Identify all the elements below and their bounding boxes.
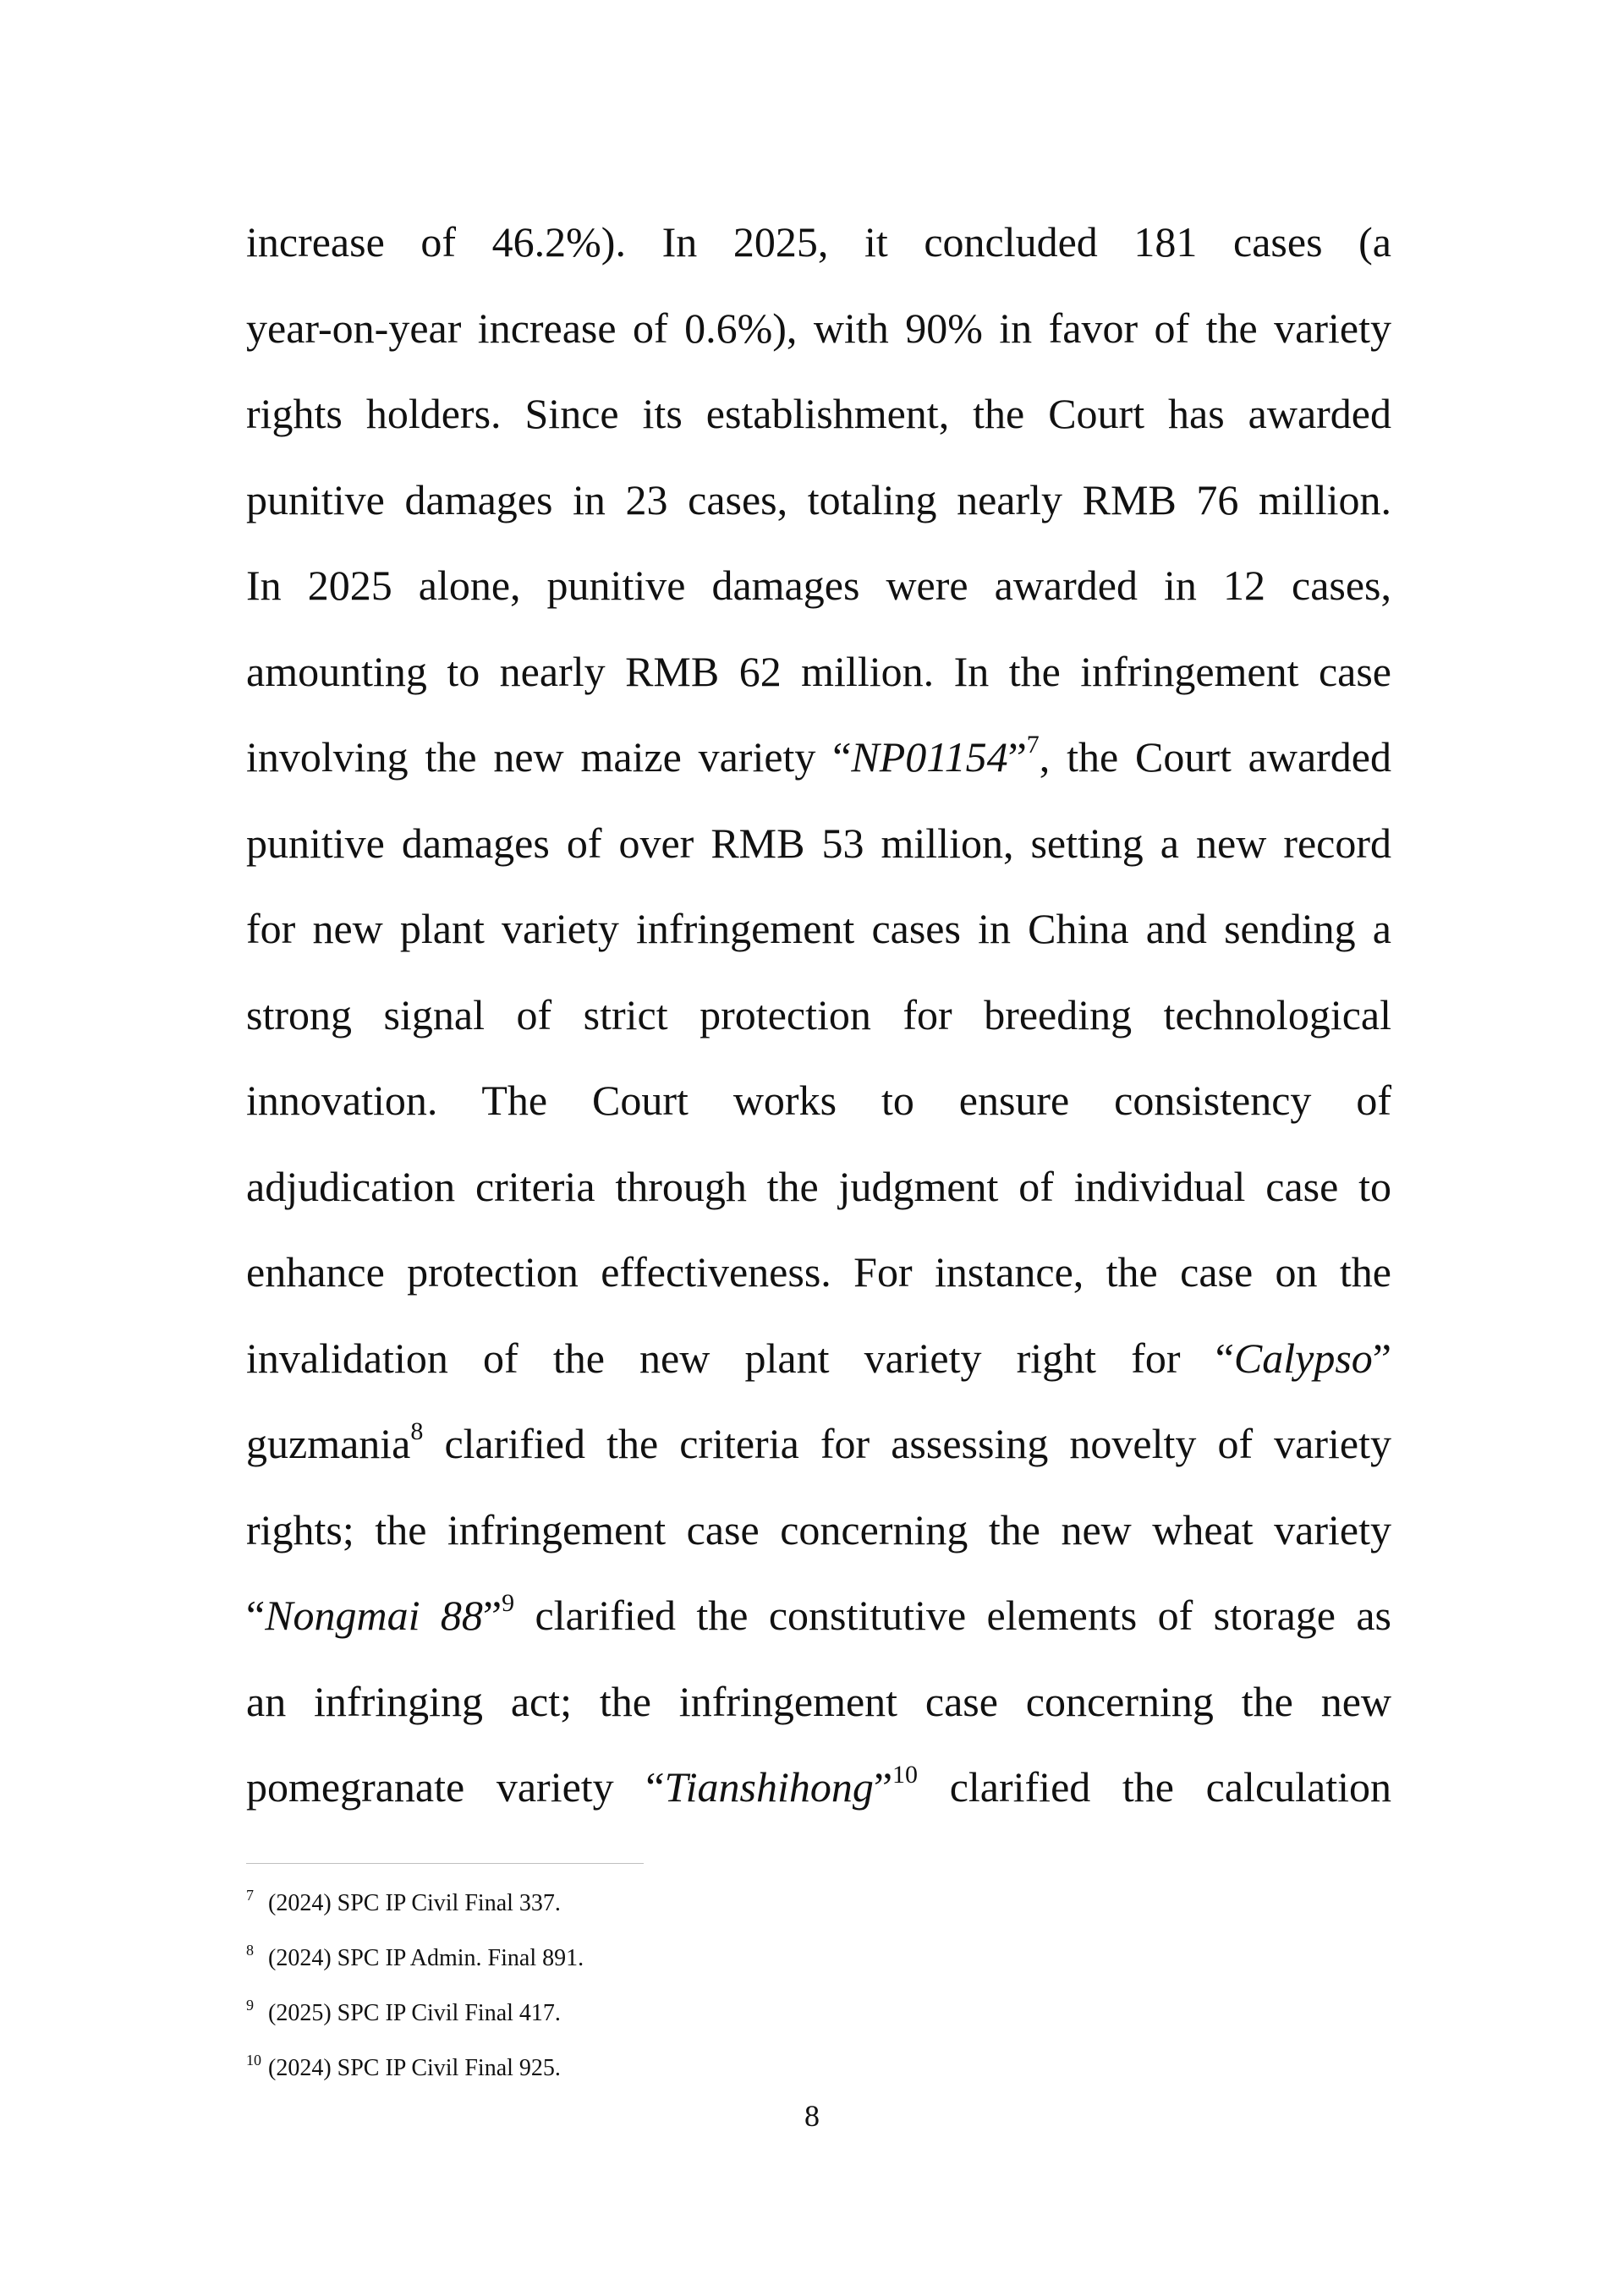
body-text-segment: clarified the constitutive elements of storage as <box>514 1592 1391 1639</box>
body-line <box>246 1573 1391 1659</box>
body-text-segment: involving the new maize variety “ <box>246 733 852 781</box>
body-line <box>246 1745 1391 1831</box>
body-line: increase of 46.2%). In 2025, it concluded 181 cases (a <box>246 218 1391 266</box>
footnote-text: (2025) SPC IP Civil Final 417. <box>268 2000 561 2026</box>
variety-name-italic: Nongmai 88 <box>265 1592 483 1639</box>
body-line: an infringing act; the infringement case concerning the new <box>246 1677 1391 1725</box>
body-line <box>246 1316 1391 1402</box>
footnotes <box>246 1876 1391 2096</box>
body-line: amounting to nearly RMB 62 million. In the infringement case <box>246 647 1391 695</box>
body-line <box>246 1401 1391 1488</box>
body-text-segment: “ <box>246 1592 266 1639</box>
body-line: In 2025 alone, punitive damages were awarded in 12 cases, <box>246 562 1391 609</box>
body-line: rights holders. Since its establishment, the Court has awarded <box>246 390 1391 437</box>
footnote-text: (2024) SPC IP Civil Final 925. <box>268 2055 561 2081</box>
body-line: strong signal of strict protection for breeding technological <box>246 990 1391 1038</box>
footnote-item: 9 (2025) SPC IP Civil Final 417. <box>246 1997 561 2026</box>
body-text-segment: clarified the criteria for assessing novelty of variety <box>423 1420 1391 1467</box>
footnote-item: 8 (2024) SPC IP Admin. Final 891. <box>246 1942 584 1971</box>
variety-name-italic: Tianshihong <box>664 1763 874 1811</box>
body-line: punitive damages of over RMB 53 million, setting a new record <box>246 819 1391 867</box>
page-number: 8 <box>804 2099 820 2133</box>
body-text <box>246 200 1391 1831</box>
body-line: for new plant variety infringement cases in China and sending a <box>246 905 1391 952</box>
footnote-separator <box>246 1863 644 1864</box>
body-text-segment: guzmania <box>246 1420 411 1467</box>
variety-name-italic: Calypso <box>1233 1334 1373 1382</box>
body-text-segment: ” <box>482 1592 502 1639</box>
footnote-text: (2024) SPC IP Civil Final 337. <box>268 1890 561 1916</box>
footnote-reference[interactable]: 10 <box>892 1761 919 1789</box>
footnote-item: 10 (2024) SPC IP Civil Final 925. <box>246 2052 561 2081</box>
footnote-item: 7 (2024) SPC IP Civil Final 337. <box>246 1887 561 1916</box>
body-line: enhance protection effectiveness. For instance, the case on the <box>246 1248 1391 1296</box>
body-line <box>246 715 1391 801</box>
body-line: adjudication criteria through the judgment of individual case to <box>246 1162 1391 1210</box>
body-text-segment: invalidation of the new plant variety right for “ <box>246 1334 1234 1382</box>
body-text-segment: clarified the calculation <box>918 1763 1391 1811</box>
body-text-segment: ” <box>1007 733 1027 781</box>
variety-name-italic: NP01154 <box>851 733 1008 781</box>
body-text-segment: , the Court awarded <box>1039 733 1391 781</box>
body-line: year-on-year increase of 0.6%), with 90% in favor of the variety <box>246 304 1391 352</box>
body-text-segment: pomegranate variety “ <box>246 1763 665 1811</box>
body-line: rights; the infringement case concerning the new wheat variety <box>246 1505 1391 1553</box>
footnote-reference[interactable]: 7 <box>1026 731 1040 759</box>
body-line: innovation. The Court works to ensure consistency of <box>246 1077 1391 1124</box>
body-text-segment: ” <box>1372 1334 1391 1382</box>
footnote-reference[interactable]: 9 <box>502 1589 515 1617</box>
footnote-text: (2024) SPC IP Admin. Final 891. <box>268 1945 584 1971</box>
body-text-segment: ” <box>873 1763 893 1811</box>
body-line: punitive damages in 23 cases, totaling nearly RMB 76 million. <box>246 475 1391 523</box>
footnote-reference[interactable]: 8 <box>410 1417 424 1445</box>
